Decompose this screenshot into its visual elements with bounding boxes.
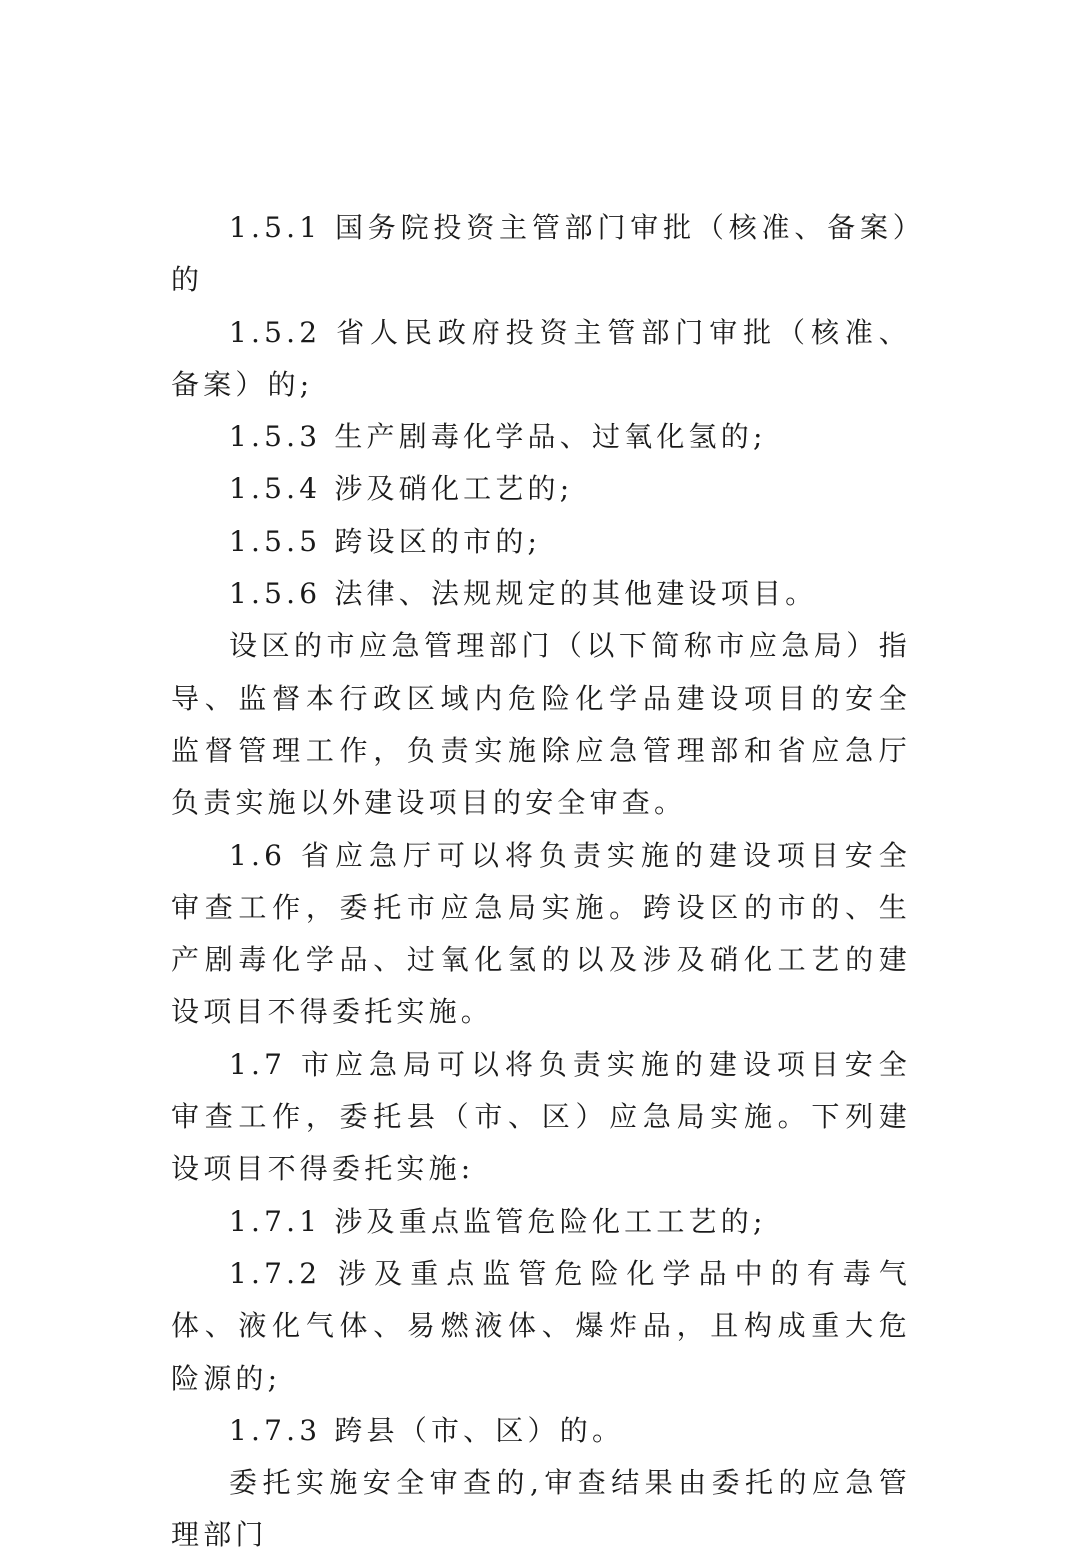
clause-1-6: 1.6 省应急厅可以将负责实施的建设项目安全审查工作，委托市应急局实施。跨设区的市的、生产剧毒化学品、过氧化氢的以及涉及硝化工艺的建设项目不得委托实施。 xyxy=(171,838,911,1029)
clause-1-7-2: 1.7.2 涉及重点监管危险化学品中的有毒气体、液化气体、易燃液体、爆炸品，且构成重大危险源的; xyxy=(171,1256,911,1395)
clause-1-5-1: 1.5.1 国务院投资主管部门审批（核准、备案）的 xyxy=(171,211,911,297)
clause-1-5-6: 1.5.6 法律、法规规定的其他建设项目。 xyxy=(229,577,818,611)
clause-1-5-3: 1.5.3 生产剧毒化学品、过氧化氢的; xyxy=(229,420,767,454)
clause-1-5-5: 1.5.5 跨设区的市的; xyxy=(229,524,542,558)
clause-1-7: 1.7 市应急局可以将负责实施的建设项目安全审查工作，委托县（市、区）应急局实施。下列建设项目不得委托实施: xyxy=(171,1047,911,1186)
paragraph-entrusted-review: 委托实施安全审查的,审查结果由委托的应急管理部门 xyxy=(171,1466,911,1552)
clause-1-5-2: 1.5.2 省人民政府投资主管部门审批（核准、备案）的; xyxy=(171,315,911,401)
clause-1-7-1: 1.7.1 涉及重点监管危险化工工艺的; xyxy=(229,1204,767,1238)
clause-1-5-4: 1.5.4 涉及硝化工艺的; xyxy=(229,472,574,506)
document-body xyxy=(171,202,911,1562)
clause-1-7-3: 1.7.3 跨县（市、区）的。 xyxy=(229,1413,625,1447)
paragraph-city-bureau: 设区的市应急管理部门（以下简称市应急局）指导、监督本行政区域内危险化学品建设项目的安全监督管理工作，负责实施除应急管理部和省应急厅负责实施以外建设项目的安全审查。 xyxy=(171,629,911,820)
